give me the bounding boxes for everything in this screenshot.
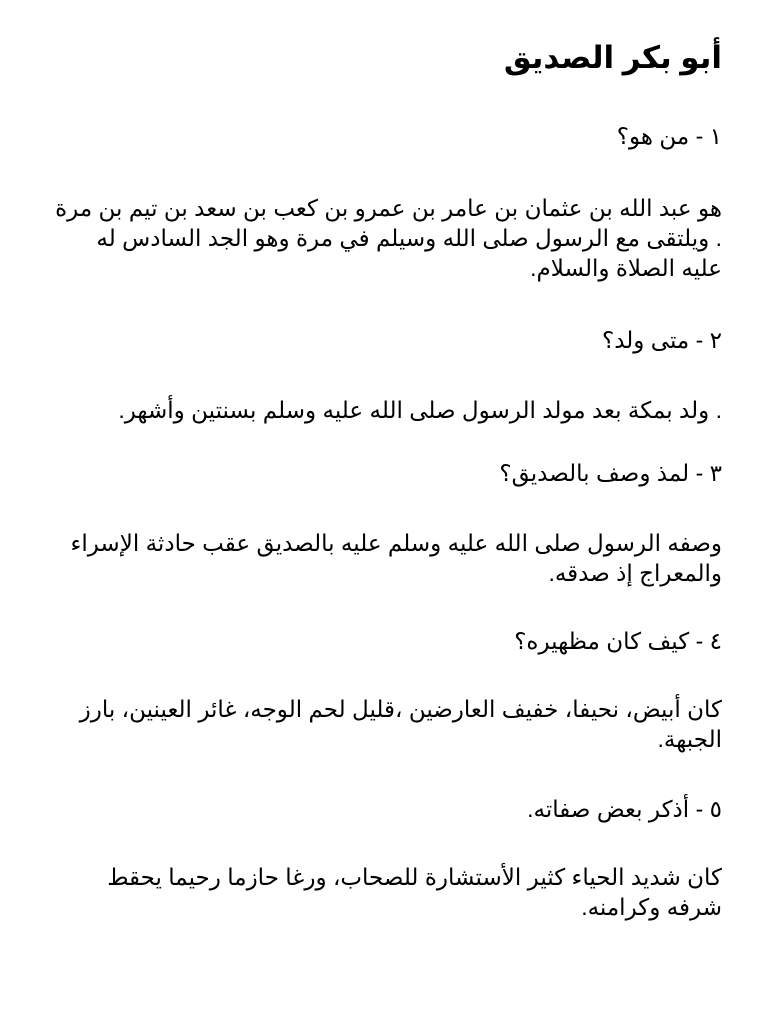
document-title: أبو بكر الصديق xyxy=(503,40,722,75)
answer-5: كان شديد الحياء كثير الأستشارة للصحاب، ورغا حازما رحيما يحقط شرفه وكرامنه. xyxy=(107,864,722,920)
question-5: ٥ - أذكر بعض صفاته. xyxy=(527,796,722,822)
question-1: ١ - من هو؟ xyxy=(616,123,722,149)
question-2: ٢ - متى ولد؟ xyxy=(601,327,722,353)
question-4: ٤ - كيف كان مظهيره؟ xyxy=(514,628,722,654)
answer-1: هو عبد الله بن عثمان بن عامر بن عمرو بن كعب بن سعد بن تيم بن مرة . ويلتقى مع الرسول صلى الله وسيلم في مرة وهو الجد السادس له عليه الصلاة والسلام. xyxy=(55,195,722,281)
answer-4: كان أبيض، نحيفا، خفيف العارضين ،قليل لحم الوجه، غائر العينين، بارز الجبهة. xyxy=(79,696,722,752)
answer-3: وصفه الرسول صلى الله عليه وسلم عليه بالصديق عقب حادثة الإسراء والمعراج إذ صدقه. xyxy=(70,530,722,586)
question-3: ٣ - لمذ وصف بالصديق؟ xyxy=(499,460,722,486)
answer-2: . ولد بمكة بعد مولد الرسول صلى الله عليه وسلم بسنتين وأشهر. xyxy=(118,397,722,423)
